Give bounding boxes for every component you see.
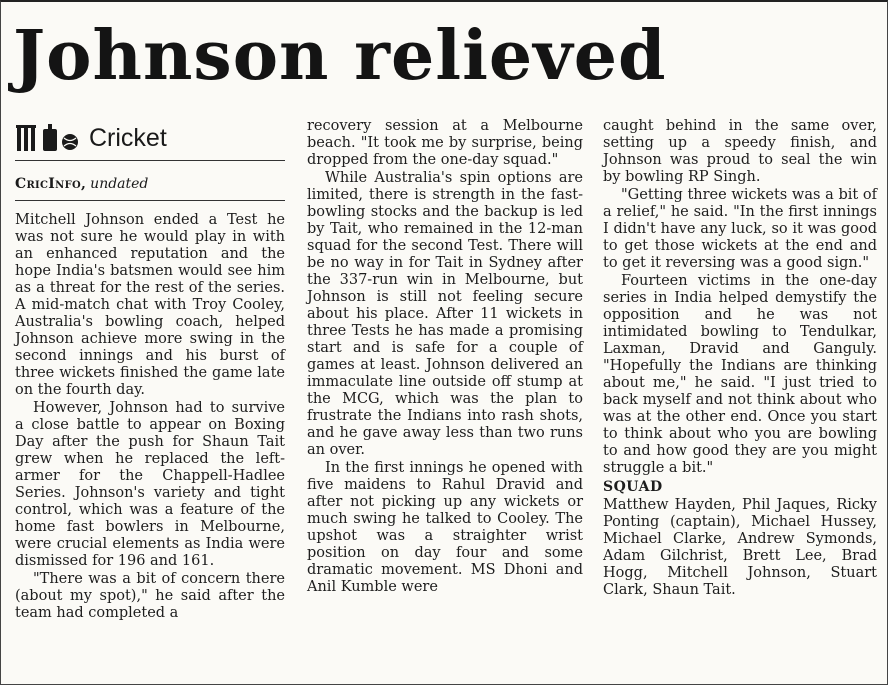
paragraph: recovery session at a Melbourne beach. "It took me by surprise, being dropped from the one-day squad." bbox=[307, 118, 583, 168]
dateline-rule bbox=[15, 200, 285, 201]
article-column-3 bbox=[603, 118, 877, 599]
headline: Johnson relieved bbox=[13, 16, 667, 96]
paragraph: In the first innings he opened with five maidens to Rahul Dravid and after not picking up any wickets or much swing he talked to Cooley. The upshot was a straighter wrist position on day four and some dramatic movement. MS Dhoni and Anil Kumble were bbox=[307, 460, 583, 595]
section-label: Cricket bbox=[89, 123, 167, 152]
section-rule bbox=[15, 160, 285, 161]
paragraph: caught behind in the same over, setting up a speedy finish, and Johnson was proud to seal the win by bowling RP Singh. bbox=[603, 118, 877, 185]
paragraph: "There was a bit of concern there (about my spot)," he said after the team had completed a bbox=[15, 571, 285, 621]
dateline-date: undated bbox=[90, 176, 149, 192]
article-column-2 bbox=[307, 118, 583, 596]
paragraph: Fourteen victims in the one-day series in India helped demystify the opposition and he was not intimidated bowling to Tendulkar, Laxman, Dravid and Ganguly. "Hopefully the Indians are thinking about me," he said. "I just tried to back myself and not think about who was at the other end. Once you start to think about who you are bowling to and how good they are you might struggle a bit." bbox=[603, 273, 877, 476]
paragraph: However, Johnson had to survive a close battle to appear on Boxing Day after the push for Shaun Tait grew when he replaced the left-armer for the Chappell-Hadlee Series. Johnson's variety and tight control, which was a feature of the home fast bowlers in Melbourne, were crucial elements as India were dismissed for 196 and 161. bbox=[15, 400, 285, 569]
section-header bbox=[15, 120, 285, 156]
article-column-1 bbox=[15, 212, 285, 622]
squad-list: Matthew Hayden, Phil Jaques, Ricky Ponting (captain), Michael Hussey, Michael Clarke, Andrew Symonds, Adam Gilchrist, Brett Lee, Brad Hogg, Mitchell Johnson, Stuart Clark, Shaun Tait. bbox=[603, 497, 877, 598]
paragraph: While Australia's spin options are limited, there is strength in the fast-bowling stocks and the backup is led by Tait, who remained in the 12-man squad for the second Test. There will be no way in for Tait in Sydney after the 337-run win in Melbourne, but Johnson is still not feeling secure about his place. After 11 wickets in three Tests he has made a promising start and is safe for a couple of games at least. Johnson delivered an immaculate line outside off stump at the MCG, which was the plan to frustrate the Indians into rash shots, and he gave away less than two runs an over. bbox=[307, 170, 583, 458]
paragraph: Mitchell Johnson ended a Test he was not sure he would play in with an enhanced reputation and the hope India's batsmen would see him as a threat for the rest of the series. A mid-match chat with Troy Cooley, Australia's bowling coach, helped Johnson achieve more swing in the second innings and his burst of three wickets finished the game late on the fourth day. bbox=[15, 212, 285, 398]
paragraph: "Getting three wickets was a bit of a relief," he said. "In the first innings I didn't have any luck, so it was good to get those wickets at the end and to get it reversing was a good sign." bbox=[603, 187, 877, 271]
dateline-source: CricInfo, bbox=[15, 176, 87, 192]
squad-heading: SQUAD bbox=[603, 479, 663, 495]
cricket-icon bbox=[15, 123, 85, 153]
dateline bbox=[15, 176, 285, 192]
